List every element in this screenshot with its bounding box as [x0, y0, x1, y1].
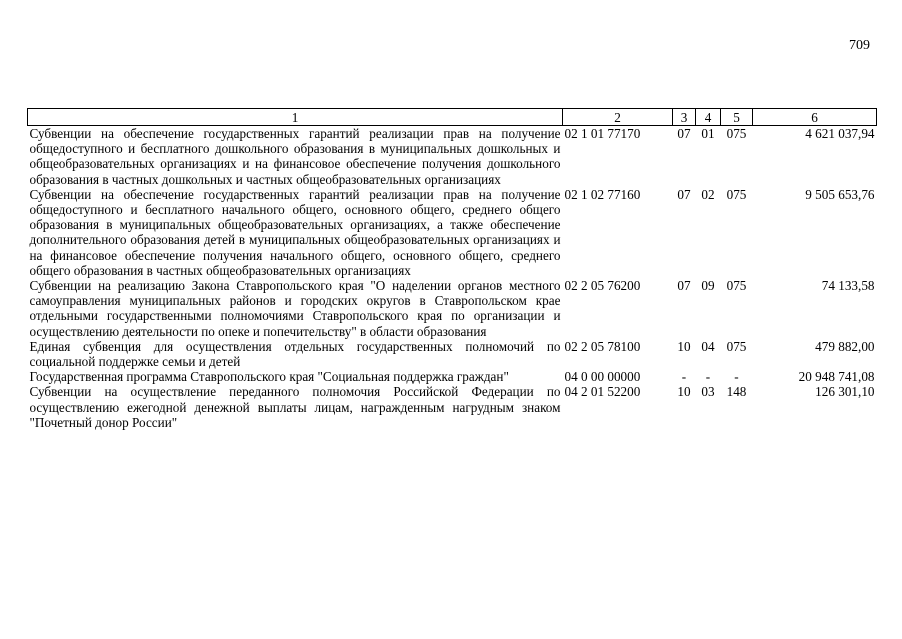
table-row: [28, 369, 877, 384]
row-name: Единая субвенция для осуществления отдельных государственных полномочий по социальной поддержке семьи и детей: [29, 338, 561, 370]
column-header-5: 5: [721, 109, 753, 126]
column-header-2: 2: [563, 109, 673, 126]
row-type: -: [734, 369, 739, 385]
row-name: Субвенции на обеспечение государственных гарантий реализации прав на получение общедоступного и бесплатного начального общего, основного общего, среднего общего образования в муниципальных общеобразовательных организациях, а также обеспечение дополнительного образования детей в муниципальных общеобразовательных организациях и на финансовое обеспечение получения начального общего, основного общего, среднего общего образования в частных общеобразовательных организациях: [29, 186, 561, 278]
row-type: 075: [726, 338, 747, 354]
table-row: [28, 126, 877, 187]
row-name: Государственная программа Ставропольского края "Социальная поддержка граждан": [29, 369, 509, 385]
row-subsection: 04: [701, 338, 715, 354]
row-type: 148: [726, 384, 747, 400]
row-amount: 9 505 653,76: [805, 186, 875, 202]
row-subsection: 03: [701, 384, 715, 400]
row-name: Субвенции на реализацию Закона Ставропольского края "О наделении органов местного самоуправления муниципальных районов и городских округов в Ставропольском крае отдельными государственными полномочиями Ставропольского края по организации и осуществлению деятельности по опеке и попечительству" в области образования: [29, 278, 561, 339]
row-type: 075: [726, 126, 747, 141]
row-amount: 20 948 741,08: [798, 369, 875, 385]
row-amount: 4 621 037,94: [805, 126, 875, 141]
row-section: 07: [677, 126, 691, 141]
row-amount: 479 882,00: [815, 338, 875, 354]
column-header-1: 1: [28, 109, 563, 126]
row-subsection: 09: [701, 278, 715, 294]
row-type: 075: [726, 278, 747, 294]
row-subsection: -: [705, 369, 711, 385]
row-code: 04 2 01 52200: [564, 384, 641, 400]
table-row: [28, 339, 877, 369]
table-row: [28, 384, 877, 430]
column-header-6: 6: [753, 109, 877, 126]
page-number: 709: [849, 38, 870, 53]
row-name: Субвенции на осуществление переданного полномочия Российской Федерации по осуществлению ежегодной денежной выплаты лицам, награжденным нагрудным знаком "Почетный донор России": [29, 384, 561, 430]
row-code: 02 2 05 76200: [564, 278, 641, 294]
row-name: Субвенции на обеспечение государственных гарантий реализации прав на получение общедоступного и бесплатного дошкольного образования в муниципальных дошкольных и общеобразовательных организациях и на финансовое обеспечение получения дошкольного образования в частных дошкольных и частных общеобразовательных организациях: [29, 126, 561, 187]
row-code: 04 0 00 00000: [564, 369, 641, 385]
row-code: 02 1 01 77170: [564, 126, 641, 141]
row-code: 02 1 02 77160: [564, 186, 641, 202]
column-header-3: 3: [673, 109, 696, 126]
row-type: 075: [726, 186, 747, 202]
row-amount: 74 133,58: [821, 278, 875, 294]
row-subsection: 02: [701, 186, 715, 202]
budget-table: [27, 108, 877, 430]
row-section: 07: [677, 278, 691, 294]
row-section: 10: [677, 338, 691, 354]
column-header-4: 4: [696, 109, 721, 126]
row-amount: 126 301,10: [815, 384, 875, 400]
table-row: [28, 278, 877, 339]
row-section: -: [681, 369, 687, 385]
table-header-row: [28, 109, 877, 126]
row-subsection: 01: [701, 126, 715, 141]
row-section: 10: [677, 384, 691, 400]
table-row: [28, 187, 877, 278]
row-section: 07: [677, 186, 691, 202]
row-code: 02 2 05 78100: [564, 338, 641, 354]
